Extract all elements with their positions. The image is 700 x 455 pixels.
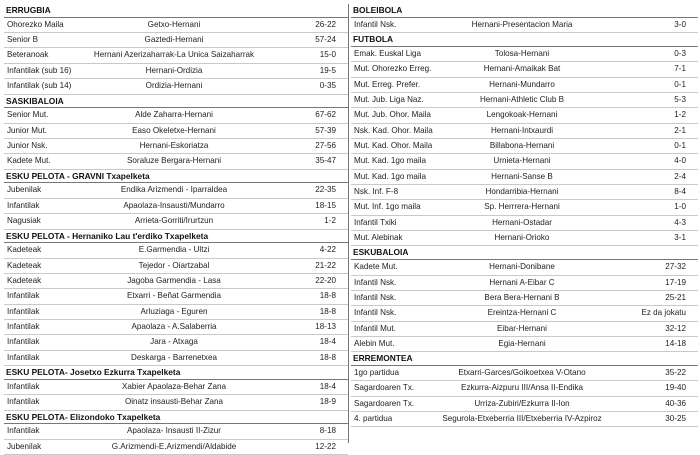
section-title: FUTBOLA — [351, 33, 698, 47]
match-cell: Apaolaza-Insausti/Mundarro — [123, 200, 225, 210]
match-cell: Lengokoak-Hernani — [486, 110, 558, 120]
match-cell: Hernani-Amaikak Bat — [483, 64, 561, 74]
result-row — [351, 412, 698, 427]
sport-section — [351, 352, 698, 427]
result-row — [351, 108, 698, 123]
category-cell: Nagusiak — [7, 216, 41, 226]
match-cell: Hondarribia-Hernani — [485, 187, 559, 197]
result-row — [4, 64, 348, 79]
score-cell: 19-5 — [319, 65, 336, 75]
category-cell: Mut. Kad. 1go maila — [354, 171, 426, 181]
score-cell: 7-1 — [674, 64, 686, 74]
match-cell: Tejedor - Oiartzabal — [138, 260, 210, 270]
section-title: ESKU PELOTA- Elizondoko Txapelketa — [4, 411, 348, 425]
score-cell: 27-32 — [665, 262, 686, 272]
category-cell: Jubenilak — [7, 441, 42, 451]
result-row — [4, 154, 348, 169]
category-cell: Infantilak — [7, 291, 40, 301]
match-cell: Apaolaza - A.Salaberria — [131, 322, 217, 332]
result-row — [4, 214, 348, 229]
sport-section — [4, 170, 348, 230]
score-cell: 1-2 — [324, 216, 336, 226]
sport-section — [4, 4, 348, 95]
category-cell: Senior B — [7, 35, 39, 45]
result-row — [351, 397, 698, 412]
category-cell: Infantilak — [7, 426, 40, 436]
match-cell: Arluziaga - Eguren — [140, 306, 208, 316]
sport-section — [4, 411, 348, 455]
result-row — [4, 79, 348, 94]
score-cell: 22-35 — [315, 185, 336, 195]
result-row — [351, 306, 698, 321]
match-cell: Eibar-Hernani — [497, 323, 547, 333]
score-cell: 8-18 — [319, 426, 336, 436]
sport-section — [4, 366, 348, 410]
section-title: ESKU PELOTA- Josetxo Ezkurra Txapelketa — [4, 366, 348, 380]
match-cell: Urriza-Zubiri/Ezkurra II-Ion — [474, 398, 570, 408]
category-cell: Infantil Txiki — [354, 217, 397, 227]
category-cell: Alebin Mut. — [354, 338, 395, 348]
score-cell: 17-19 — [665, 277, 686, 287]
match-cell: Gaztedi-Hernani — [144, 35, 204, 45]
score-cell: 15-0 — [319, 50, 336, 60]
category-cell: Junior Mut. — [7, 125, 48, 135]
category-cell: Ohorezko Maila — [7, 19, 64, 29]
sport-section — [351, 33, 698, 246]
result-row — [351, 260, 698, 275]
match-cell: G.Arizmendi-E.Arizmendi/Aldabide — [111, 441, 237, 451]
result-row — [4, 289, 348, 304]
category-cell: Nsk. Kad. Ohor. Maila — [354, 125, 433, 135]
match-cell: Bera Bera-Hernani B — [484, 292, 560, 302]
result-row — [4, 351, 348, 366]
category-cell: Infantil Nsk. — [354, 308, 397, 318]
category-cell: Infantilak (sub 16) — [7, 65, 72, 75]
match-cell: Sp. Herrrera-Hernani — [484, 202, 560, 212]
score-cell: 25-21 — [665, 292, 686, 302]
match-cell: Hernani Azerizaharrak-La Unica Saizaharrak — [93, 50, 255, 60]
category-cell: Infantil Nsk. — [354, 277, 397, 287]
match-cell: Egia-Hernani — [498, 338, 546, 348]
result-row — [4, 335, 348, 350]
category-cell: Beteranoak — [7, 50, 49, 60]
result-row — [351, 93, 698, 108]
score-cell: 18-8 — [319, 306, 336, 316]
result-row — [4, 183, 348, 198]
match-cell: Arrieta-Gorriti/Irurtzun — [134, 216, 214, 226]
section-title: BOLEIBOLA — [351, 4, 698, 18]
match-cell: Hernani A-Eibar C — [489, 277, 555, 287]
result-row — [351, 124, 698, 139]
score-cell: 2-4 — [674, 171, 686, 181]
score-cell: 21-22 — [315, 260, 336, 270]
category-cell: Mut. Inf. 1go maila — [354, 202, 421, 212]
result-row — [351, 291, 698, 306]
category-cell: Kadete Mut. — [7, 156, 51, 166]
match-cell: Getxo-Hernani — [147, 19, 201, 29]
category-cell: Mut. Erreg. Prefer. — [354, 79, 421, 89]
score-cell: 40-36 — [665, 398, 686, 408]
result-row — [351, 276, 698, 291]
sport-section — [351, 246, 698, 352]
sport-section — [4, 95, 348, 170]
category-cell: 4. partidua — [354, 414, 393, 424]
result-row — [4, 124, 348, 139]
score-cell: 18-8 — [319, 291, 336, 301]
category-cell: Kadeteak — [7, 276, 42, 285]
column-divider — [348, 4, 349, 443]
score-cell: 19-40 — [665, 383, 686, 393]
score-cell: 12-22 — [315, 441, 336, 451]
result-row — [351, 78, 698, 93]
result-row — [4, 199, 348, 214]
match-cell: Hernani-Presentacion Maria — [471, 19, 573, 29]
category-cell: Infantilak — [7, 306, 40, 316]
result-row — [351, 200, 698, 215]
sport-section — [4, 230, 348, 367]
score-cell: 8-4 — [674, 187, 686, 197]
match-cell: Endika Arizmendi - Iparraldea — [120, 185, 228, 195]
score-cell: 0-1 — [674, 141, 686, 150]
category-cell: Infantil Nsk. — [354, 19, 397, 29]
result-row — [4, 18, 348, 33]
match-cell: Etxarri-Garces/Goikoetxea V-Otano — [458, 368, 586, 378]
match-cell: Ezkurra-Aizpuru III/Ansa II-Endika — [461, 383, 583, 393]
category-cell: Mut. Jub. Ohor. Maila — [354, 110, 431, 120]
category-cell: Senior Mut. — [7, 110, 49, 120]
category-cell: Sagardoaren Tx. — [354, 398, 415, 408]
score-cell: 0-1 — [674, 79, 686, 89]
score-cell: 2-1 — [674, 125, 686, 135]
result-row — [351, 322, 698, 337]
score-cell: 18-9 — [319, 397, 336, 407]
match-cell: Hernani-Ordizia — [145, 65, 203, 75]
score-cell: 5-3 — [674, 94, 686, 104]
category-cell: Nsk. Inf. F-8 — [354, 187, 399, 197]
left-results-column — [4, 4, 348, 455]
sport-section — [351, 4, 698, 33]
category-cell: Mut. Kad. Ohor. Maila — [354, 141, 433, 150]
score-cell: 30-25 — [665, 414, 686, 424]
score-cell: 18-13 — [315, 322, 336, 332]
result-row — [351, 216, 698, 231]
match-cell: Soraluze Bergara-Hernani — [126, 156, 222, 166]
score-cell: 0-35 — [319, 81, 336, 91]
section-title: ESKU PELOTA - GRAVNI Txapelketa — [4, 170, 348, 184]
right-results-column — [351, 4, 698, 427]
category-cell: Infantilak — [7, 352, 40, 362]
result-row — [4, 395, 348, 410]
match-cell: Deskarga - Barrenetxea — [131, 352, 217, 362]
category-cell: Mut. Kad. 1go maila — [354, 156, 426, 166]
match-cell: Hernani-Orioko — [494, 233, 550, 243]
match-cell: Oinatz insausti-Behar Zana — [124, 397, 224, 407]
score-cell: 4-3 — [674, 217, 686, 227]
score-cell: 1-2 — [674, 110, 686, 120]
result-row — [4, 243, 348, 258]
score-cell: 3-1 — [674, 233, 686, 243]
result-row — [4, 33, 348, 48]
category-cell: Kadete Mut. — [354, 262, 398, 272]
score-cell: 1-0 — [674, 202, 686, 212]
result-row — [4, 259, 348, 274]
result-row — [4, 274, 348, 289]
category-cell: Infantilak — [7, 397, 40, 407]
match-cell: Hernani-Donibane — [489, 262, 555, 272]
category-cell: Mut. Ohorezko Erreg. — [354, 64, 432, 74]
category-cell: Kadeteak — [7, 260, 42, 270]
match-cell: Hernani-Eskoriatza — [139, 141, 209, 150]
score-cell: 18-15 — [315, 200, 336, 210]
score-cell: 4-0 — [674, 156, 686, 166]
match-cell: Apaolaza- Insausti II-Zizur — [126, 426, 221, 436]
section-title: ERREMONTEA — [351, 352, 698, 366]
score-cell: 22-20 — [315, 276, 336, 285]
section-title: ESKU PELOTA - Hernaniko Lau t'erdiko Txapelketa — [4, 230, 348, 244]
match-cell: Hernani-Intxaurdi — [490, 125, 554, 135]
score-cell: 14-18 — [665, 338, 686, 348]
match-cell: Hernani-Mundarro — [489, 79, 555, 89]
result-row — [351, 337, 698, 352]
category-cell: Infantilak — [7, 322, 40, 332]
result-row — [351, 62, 698, 77]
category-cell: Kadeteak — [7, 245, 42, 255]
match-cell: Jara - Atxaga — [150, 337, 198, 347]
score-cell: 35-47 — [315, 156, 336, 166]
match-cell: Easo Okeletxe-Hernani — [132, 125, 216, 135]
match-cell: Alde Zaharra-Hernani — [135, 110, 213, 120]
section-title: ERRUGBIA — [4, 4, 348, 18]
result-row — [4, 380, 348, 395]
match-cell: Xabier Apaolaza-Behar Zana — [122, 381, 226, 391]
score-cell: 18-4 — [319, 381, 336, 391]
result-row — [4, 305, 348, 320]
score-cell: 3-0 — [674, 19, 686, 29]
score-cell: 26-22 — [315, 19, 336, 29]
match-cell: Jagoba Garmendia - Lasa — [127, 276, 221, 285]
result-row — [4, 440, 348, 455]
match-cell: Segurola-Etxeberria III/Etxeberria IV-Azpiroz — [442, 414, 602, 424]
result-row — [351, 170, 698, 185]
match-cell: Ordizia-Hernani — [145, 81, 203, 91]
category-cell: Infantilak — [7, 337, 40, 347]
category-cell: Infantilak — [7, 381, 40, 391]
result-row — [351, 47, 698, 62]
category-cell: Infantil Mut. — [354, 323, 396, 333]
match-cell: E.Garmendia - Ultzi — [138, 245, 210, 255]
match-cell: Hernani-Athletic Club B — [479, 94, 565, 104]
score-cell: 4-22 — [319, 245, 336, 255]
match-cell: Urnieta-Hernani — [493, 156, 551, 166]
score-cell: 67-62 — [315, 110, 336, 120]
section-title: ESKUBALOIA — [351, 246, 698, 260]
match-cell: Billabona-Hernani — [489, 141, 555, 150]
score-cell: 35-22 — [665, 368, 686, 378]
score-cell: 57-24 — [315, 35, 336, 45]
category-cell: Infantil Nsk. — [354, 292, 397, 302]
match-cell: Tolosa-Hernani — [494, 48, 550, 58]
score-cell: 18-4 — [319, 337, 336, 347]
category-cell: Infantilak — [7, 200, 40, 210]
result-row — [4, 48, 348, 63]
category-cell: Mut. Jub. Liga Naz. — [354, 94, 424, 104]
result-row — [351, 231, 698, 246]
result-row — [351, 154, 698, 169]
score-cell: 0-3 — [674, 48, 686, 58]
category-cell: Mut. Alebinak — [354, 233, 403, 243]
result-row — [351, 366, 698, 381]
match-cell: Ereintza-Hernani C — [487, 308, 557, 318]
category-cell: Sagardoaren Tx. — [354, 383, 415, 393]
result-row — [4, 139, 348, 154]
result-row — [351, 185, 698, 200]
result-row — [4, 108, 348, 123]
result-row — [4, 320, 348, 335]
match-cell: Hernani-Sanse B — [491, 171, 553, 181]
section-title: SASKIBALOIA — [4, 95, 348, 109]
score-cell: Ez da jokatu — [641, 308, 686, 318]
score-cell: 18-8 — [319, 352, 336, 362]
score-cell: 27-56 — [315, 141, 336, 150]
match-cell: Hernani-Ostadar — [492, 217, 552, 227]
score-cell: 32-12 — [665, 323, 686, 333]
result-row — [351, 18, 698, 33]
match-cell: Etxarri - Beñat Garmendia — [126, 291, 221, 301]
category-cell: Jubenilak — [7, 185, 42, 195]
category-cell: 1go partidua — [354, 368, 400, 378]
category-cell: Emak. Euskal Liga — [354, 48, 422, 58]
category-cell: Junior Nsk. — [7, 141, 48, 150]
result-row — [351, 381, 698, 396]
category-cell: Infantilak (sub 14) — [7, 81, 72, 91]
result-row — [4, 424, 348, 439]
result-row — [351, 139, 698, 154]
score-cell: 57-39 — [315, 125, 336, 135]
